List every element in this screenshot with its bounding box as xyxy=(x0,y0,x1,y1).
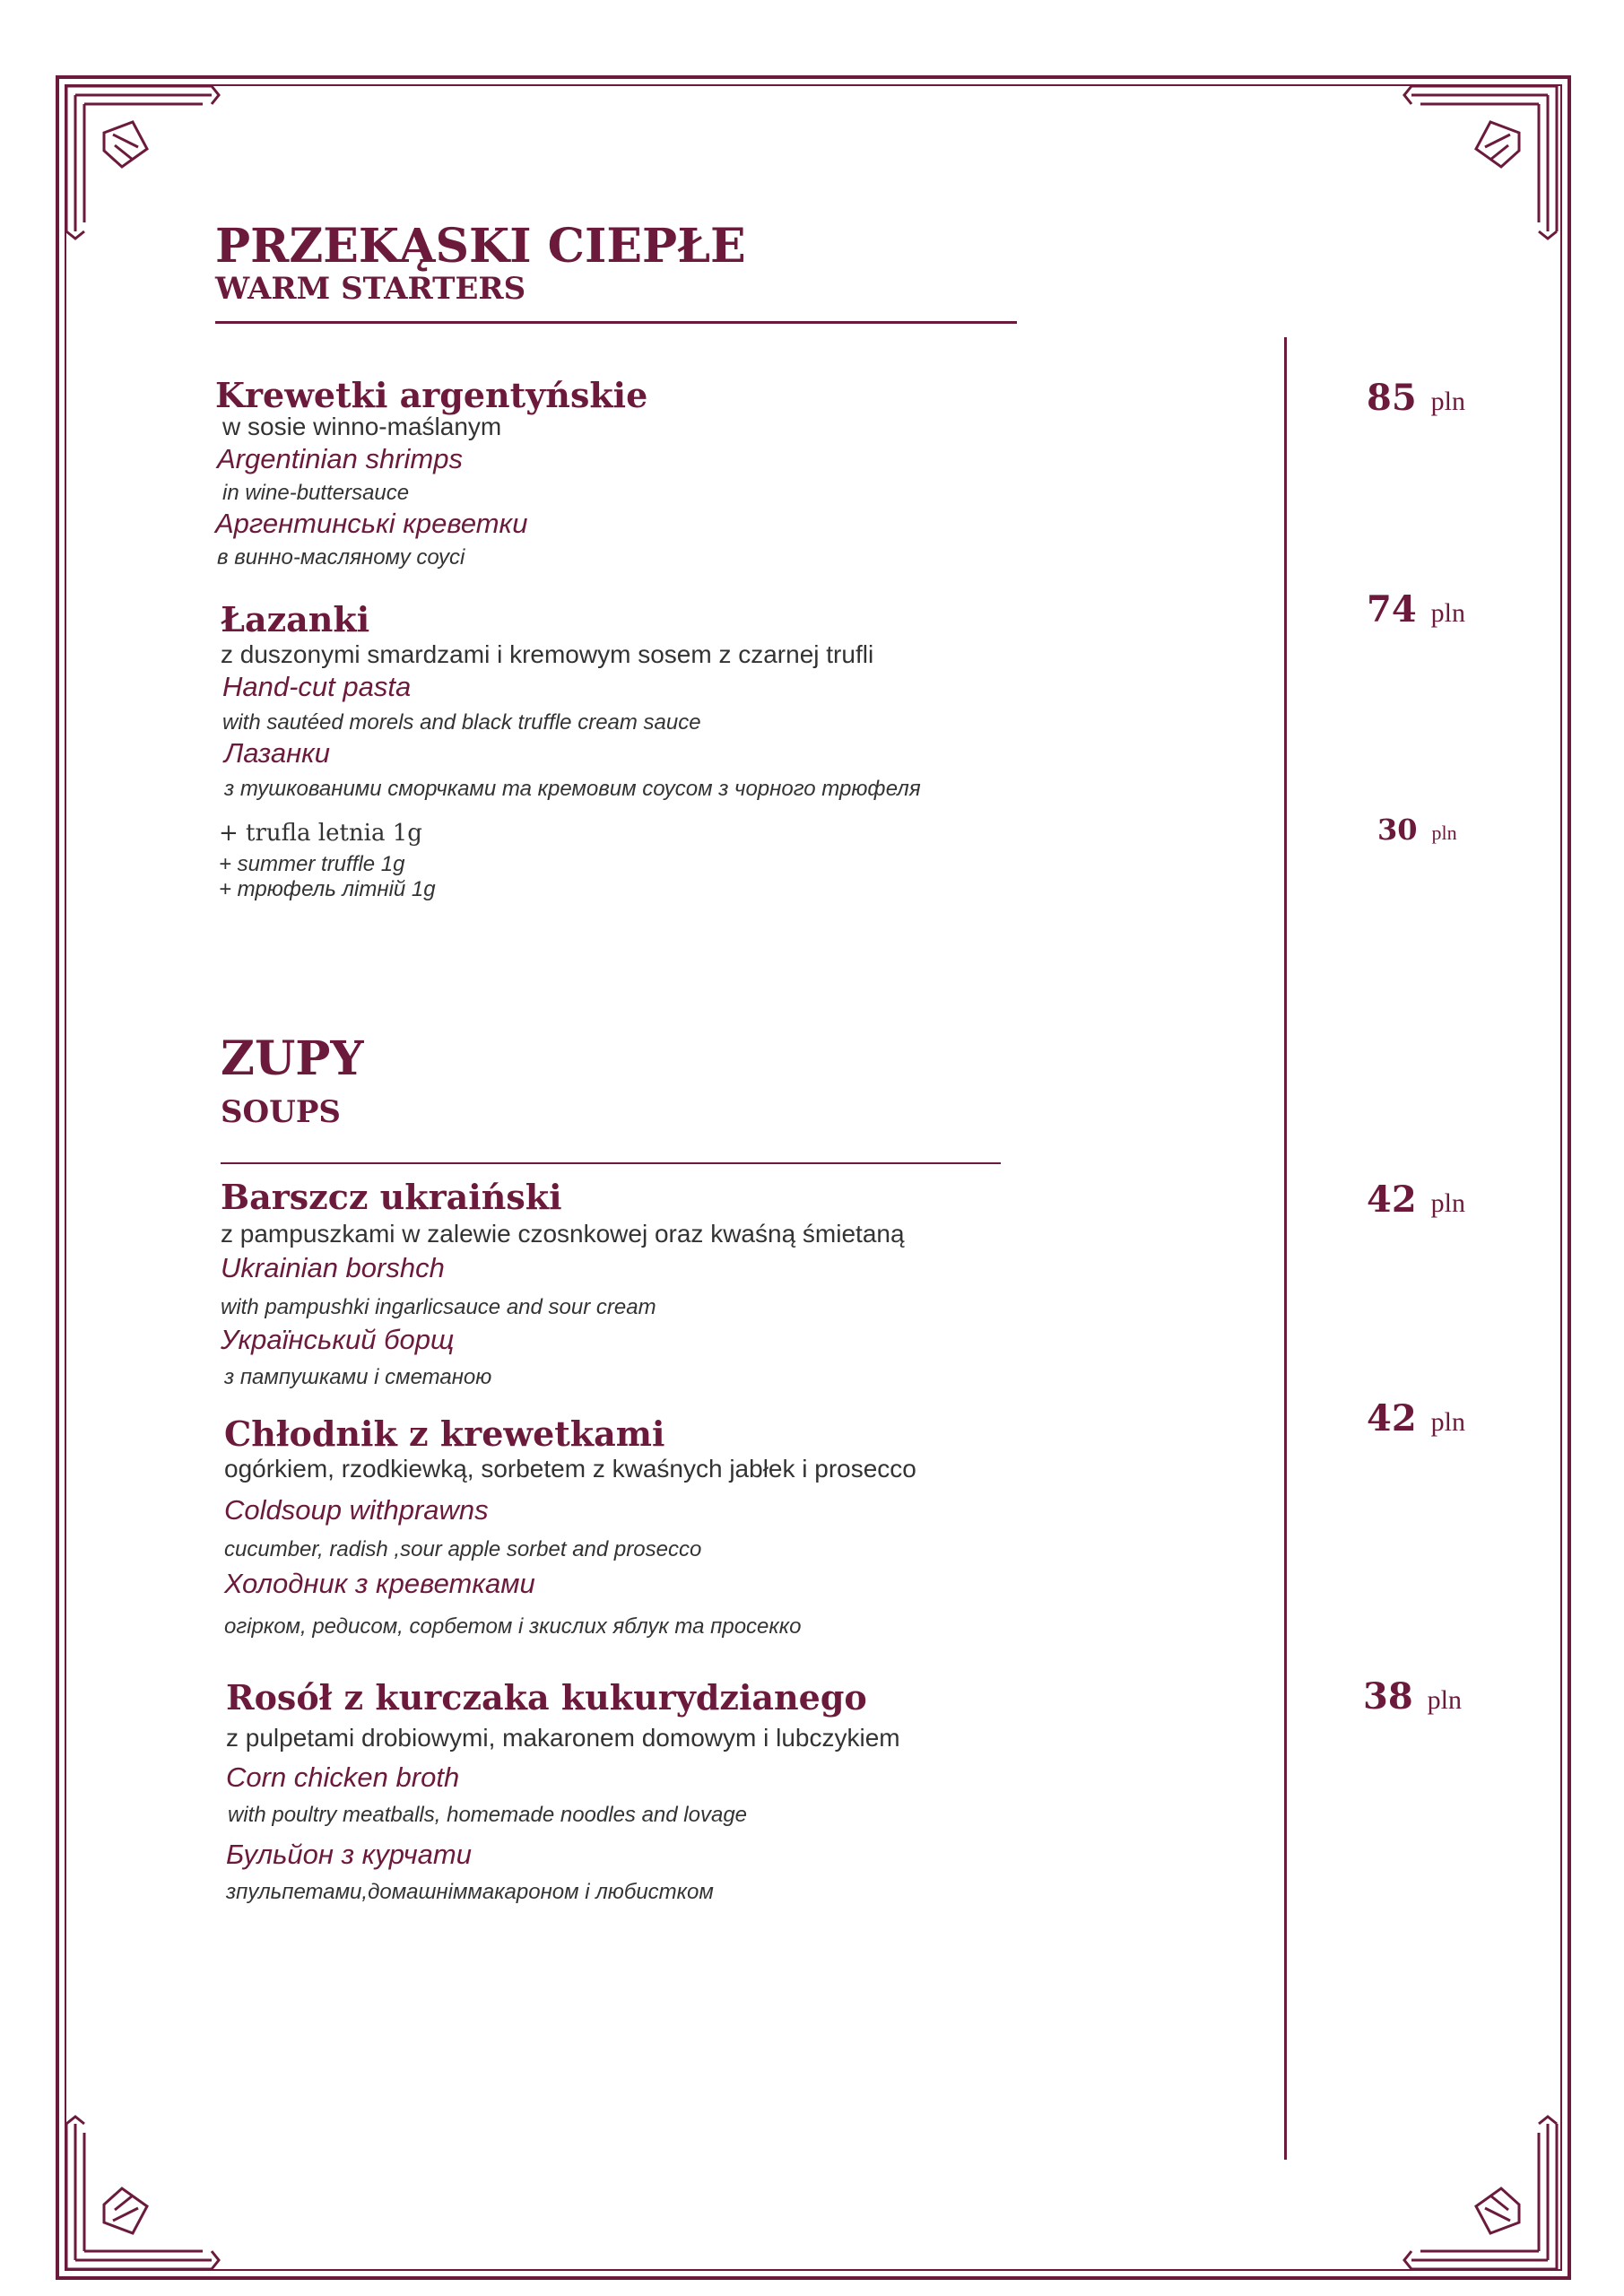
item-desc-ua: огірком, редисом, сорбетом і зкислих яблук та просекко xyxy=(224,1614,802,1639)
price-currency: pln xyxy=(1430,1188,1466,1218)
item-desc-en: with sautéed morels and black truffle cream sauce xyxy=(222,710,701,735)
item-price xyxy=(1367,1178,1465,1221)
item-desc-ua: з тушкованими сморчками та кремовим соусом з чорного трюфеля xyxy=(224,777,921,801)
item-desc-pl: ogórkiem, rzodkiewką, sorbetem z kwaśnych jabłek i prosecco xyxy=(224,1455,916,1483)
price-currency: pln xyxy=(1431,822,1457,844)
item-name-pl: Łazanki xyxy=(221,599,370,639)
item-name-en: Corn chicken broth xyxy=(226,1761,460,1793)
section-rule xyxy=(215,321,1017,324)
item-name-en: Coldsoup withprawns xyxy=(224,1494,489,1526)
corner-ornament-icon xyxy=(59,2070,265,2276)
addon-pl: + trufla letnia 1g xyxy=(219,820,422,847)
item-name-en: Argentinian shrimps xyxy=(217,443,463,474)
item-desc-en: with poultry meatballs, homemade noodles and lovage xyxy=(228,1803,748,1827)
section-title-soups: ZUPY xyxy=(221,1031,364,1086)
item-name-en: Ukrainian borshch xyxy=(221,1252,445,1283)
section-subtitle-starters: WARM STARTERS xyxy=(215,271,526,307)
price-currency: pln xyxy=(1430,598,1466,628)
price-value: 74 xyxy=(1367,588,1417,631)
price-currency: pln xyxy=(1430,387,1466,416)
item-price xyxy=(1363,1675,1462,1718)
item-desc-pl: z pampuszkami w zalewie czosnkowej oraz kwaśną śmietaną xyxy=(221,1220,905,1248)
item-name-pl: Rosół z kurczaka kukurydzianego xyxy=(226,1677,867,1718)
item-price xyxy=(1367,588,1465,631)
item-name-en: Hand-cut pasta xyxy=(222,671,412,702)
item-desc-pl: w sosie winno-maślanym xyxy=(222,413,502,440)
addon-en: + summer truffle 1g xyxy=(219,852,405,876)
item-name-pl: Barszcz ukraiński xyxy=(221,1177,562,1217)
item-desc-ua: з пампушками і сметаною xyxy=(224,1365,492,1389)
item-desc-pl: z duszonymi smardzami i kremowym sosem z czarnej trufli xyxy=(221,640,874,668)
price-value: 42 xyxy=(1367,1178,1417,1221)
section-subtitle-soups: SOUPS xyxy=(221,1094,341,1130)
addon-ua: + трюфель літній 1g xyxy=(219,877,436,901)
addon-price xyxy=(1377,813,1457,847)
item-name-ua: Лазанки xyxy=(224,737,331,769)
section-title-starters: PRZEKĄSKI CIEPŁE xyxy=(215,219,746,274)
item-desc-ua: зпульпетами,домашніммакароном і любистком xyxy=(226,1880,714,1904)
item-name-ua: Український борщ xyxy=(221,1324,455,1355)
item-desc-ua: в винно-масляному соусі xyxy=(217,545,465,570)
price-value: 85 xyxy=(1367,377,1417,419)
price-value: 38 xyxy=(1363,1675,1413,1718)
item-desc-en: in wine-buttersauce xyxy=(222,481,410,505)
price-value: 42 xyxy=(1367,1397,1417,1439)
item-name-ua: Холодник з креветками xyxy=(224,1568,535,1599)
price-currency: pln xyxy=(1430,1407,1466,1437)
item-price xyxy=(1367,377,1465,419)
item-price xyxy=(1367,1397,1465,1439)
section-rule xyxy=(221,1162,1001,1164)
item-name-pl: Krewetki argentyńskie xyxy=(215,375,648,415)
corner-ornament-icon xyxy=(1358,79,1564,285)
item-name-ua: Бульйон з курчати xyxy=(226,1839,472,1870)
item-name-ua: Аргентинські креветки xyxy=(215,508,528,539)
price-column-divider xyxy=(1284,337,1287,2160)
item-desc-en: with pampushki ingarlicsauce and sour cream xyxy=(221,1295,656,1319)
item-desc-pl: z pulpetami drobiowymi, makaronem domowym i lubczykiem xyxy=(226,1724,900,1752)
item-name-pl: Chłodnik z krewetkami xyxy=(224,1413,665,1454)
corner-ornament-icon xyxy=(1358,2070,1564,2276)
price-value: 30 xyxy=(1377,813,1418,847)
item-desc-en: cucumber, radish ,sour apple sorbet and prosecco xyxy=(224,1537,702,1561)
price-currency: pln xyxy=(1427,1685,1463,1715)
